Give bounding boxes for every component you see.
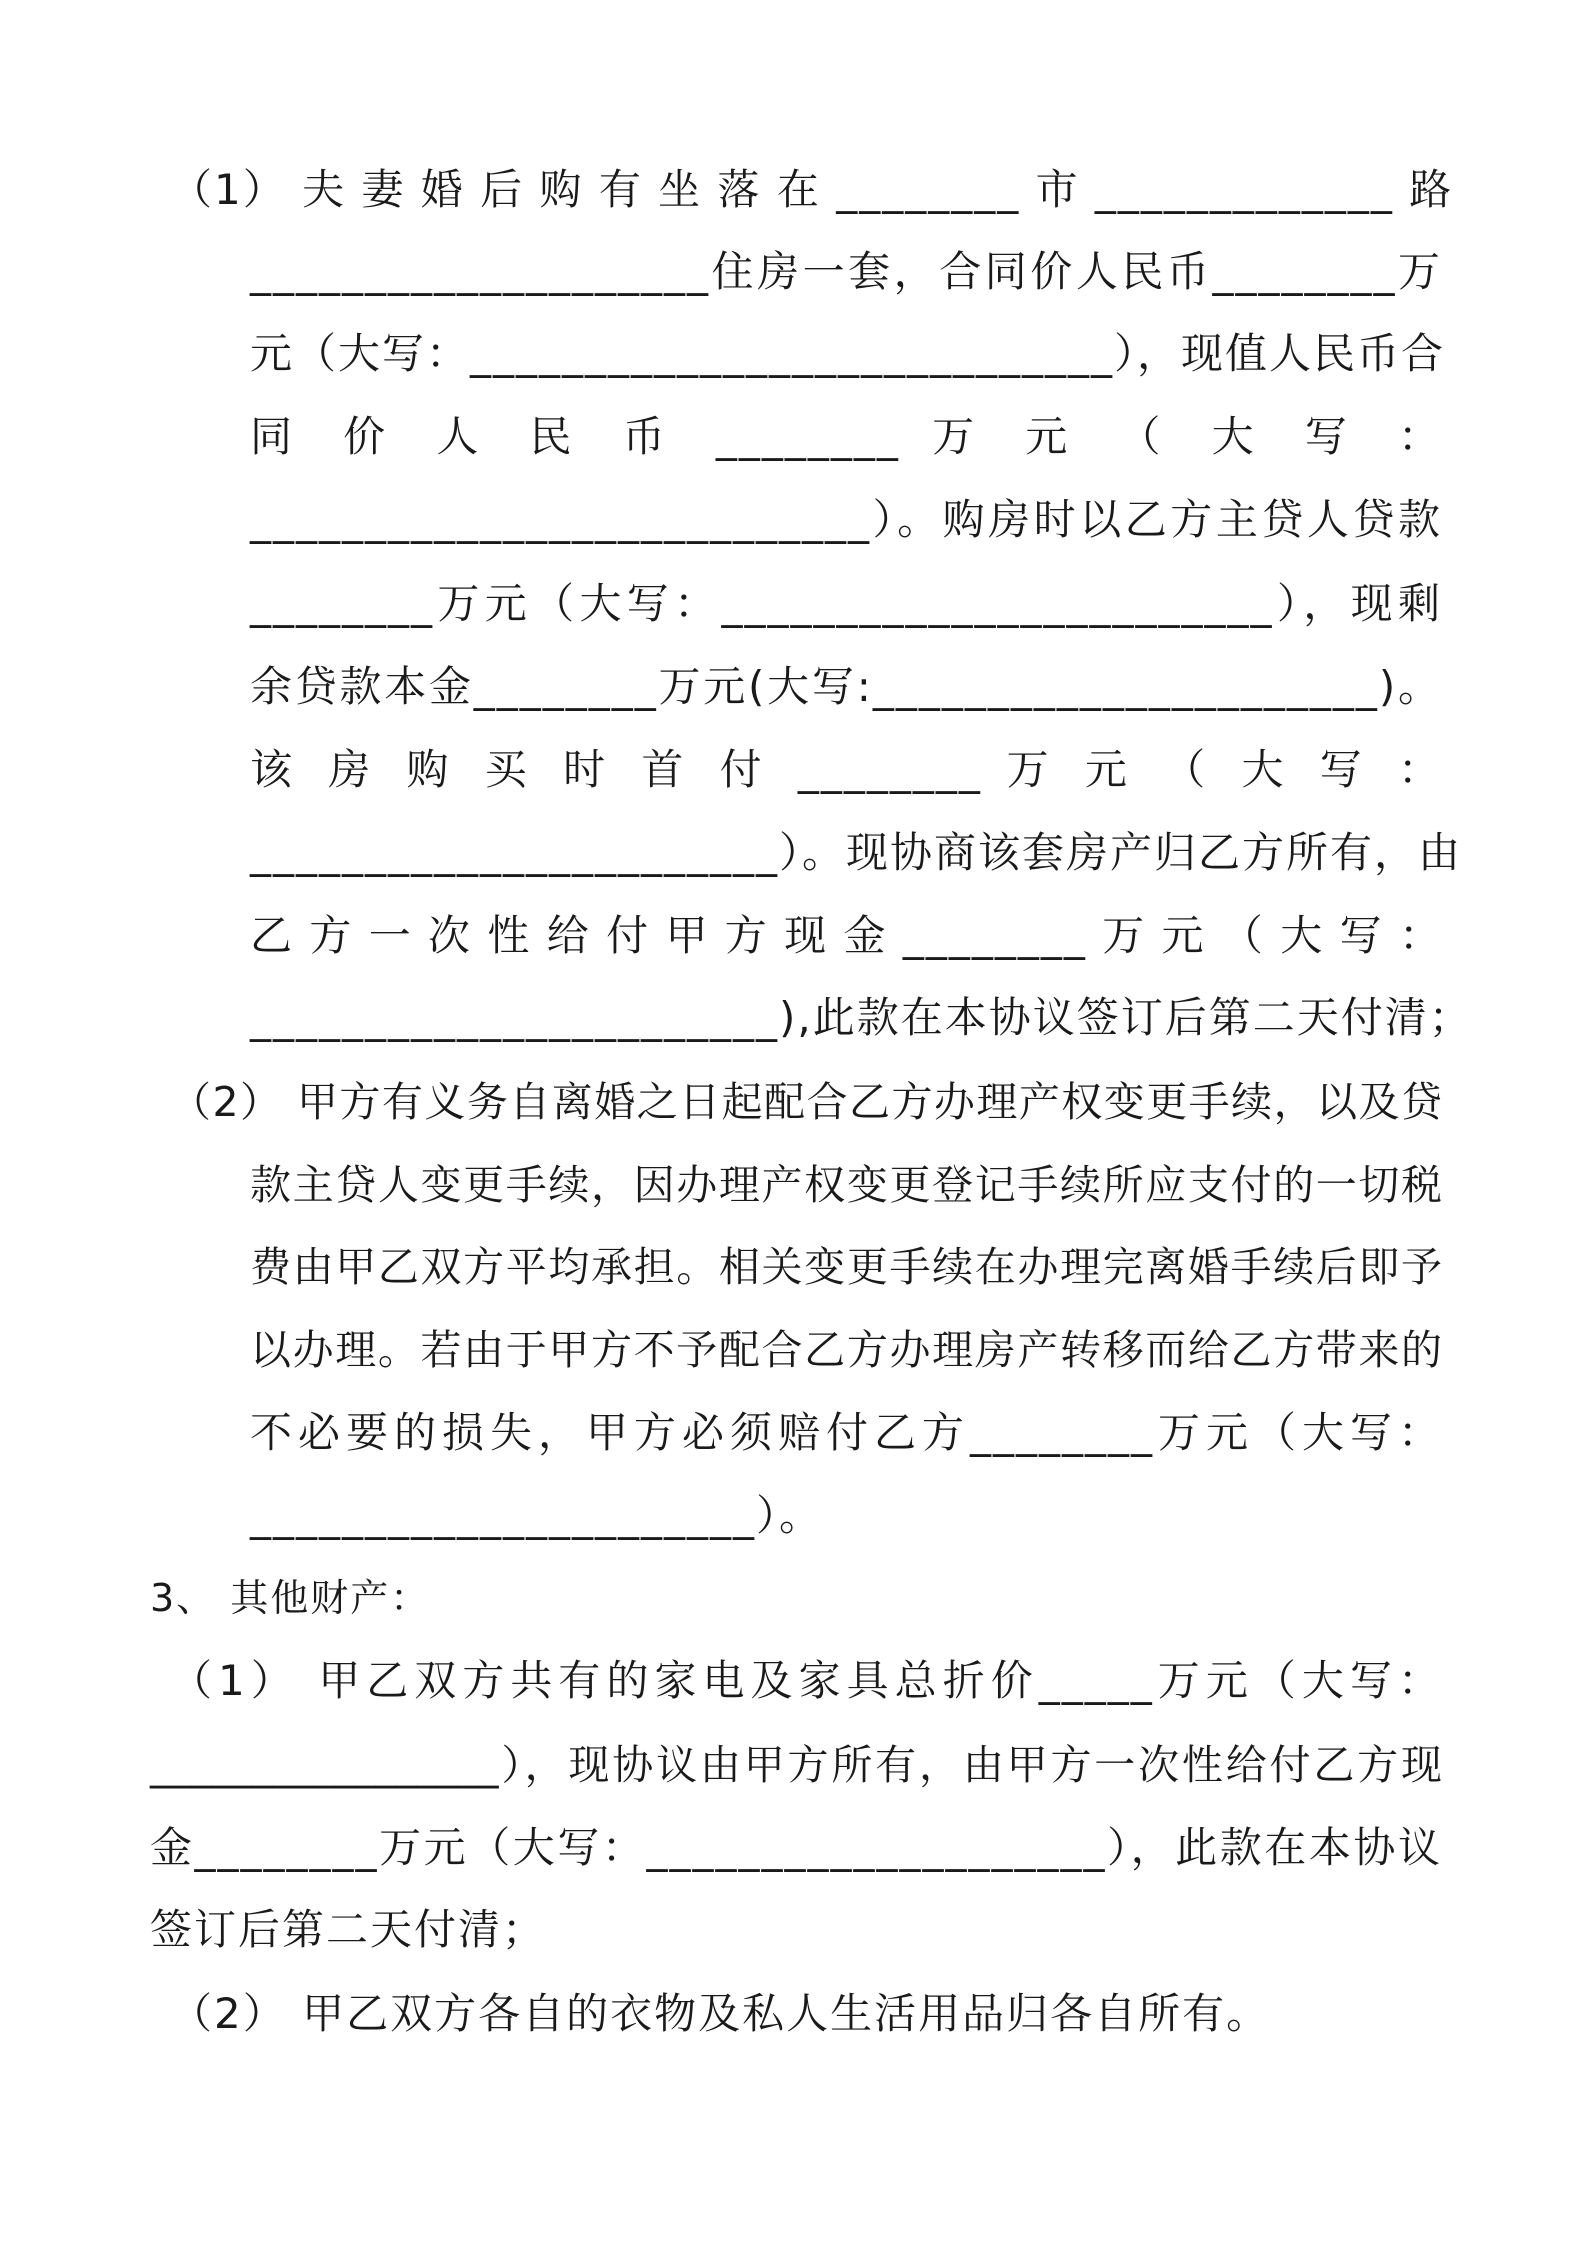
clause-2-line-3: 费由甲乙双方平均承担。相关变更手续在办理完离婚手续后即予: [250, 1243, 1442, 1291]
clause-1-line-6: ________万元（大写：________________________），现剩: [250, 579, 1442, 628]
clause-1-line-10: 乙 方 一 次 性 给 付 甲 方 现 金 ________ 万 元 （ 大 写 ：: [250, 911, 1443, 960]
clause-1-line-5: ___________________________）。购房时以乙方主贷人贷款: [250, 495, 1442, 544]
clause-1-line-1: （1） 夫 妻 婚 后 购 有 坐 落 在 ________ 市 _____________ 路: [170, 165, 1454, 214]
section-3-item-1-line-3: 金________万元（大写：____________________），此款在本协议: [150, 1823, 1442, 1872]
clause-2-line-4: 以办理。若由于甲方不予配合乙方办理房产转移而给乙方带来的: [250, 1326, 1442, 1374]
clause-1-line-8: 该 房 购 买 时 首 付 ________ 万 元 （ 大 写 ：: [250, 745, 1442, 794]
clause-1-line-11: _______________________),此款在本协议签订后第二天付清；: [250, 993, 1473, 1042]
clause-1-line-9: _______________________）。现协商该套房产归乙方所有，由: [250, 828, 1463, 877]
section-3-heading: 3、 其他财产：: [150, 1576, 431, 1620]
clause-1-line-7: 余贷款本金________万元(大写:______________________)。: [250, 662, 1442, 711]
clause-2-line-1: （2） 甲方有义务自离婚之日起配合乙方办理产权变更手续，以及贷: [170, 1078, 1442, 1126]
clause-1-line-4: 同 价 人 民 币 ________ 万 元 （ 大 写 ：: [250, 412, 1442, 461]
section-3-item-1-line-2: _________________），现协议由甲方所有，由甲方一次性给付乙方现: [150, 1741, 1442, 1789]
clause-2-line-6: ______________________）。: [250, 1491, 824, 1540]
clause-2-line-5: 不必要的损失，甲方必须赔付乙方________万元（大写：: [250, 1408, 1442, 1457]
section-3-item-2: （2） 甲乙双方各自的衣物及私人生活用品归各自所有。: [170, 1989, 1271, 2038]
clause-1-line-2: ____________________住房一套，合同价人民币________万: [250, 247, 1442, 296]
section-3-item-1-line-1: （1） 甲乙双方共有的家电及家具总折价_____万元（大写：: [170, 1656, 1442, 1705]
clause-2-line-2: 款主贷人变更手续，因办理产权变更登记手续所应支付的一切税: [250, 1161, 1442, 1209]
clause-1-line-3: 元（大写：____________________________），现值人民币合: [250, 329, 1446, 378]
section-3-item-1-line-4: 签订后第二天付清；: [150, 1905, 547, 1954]
